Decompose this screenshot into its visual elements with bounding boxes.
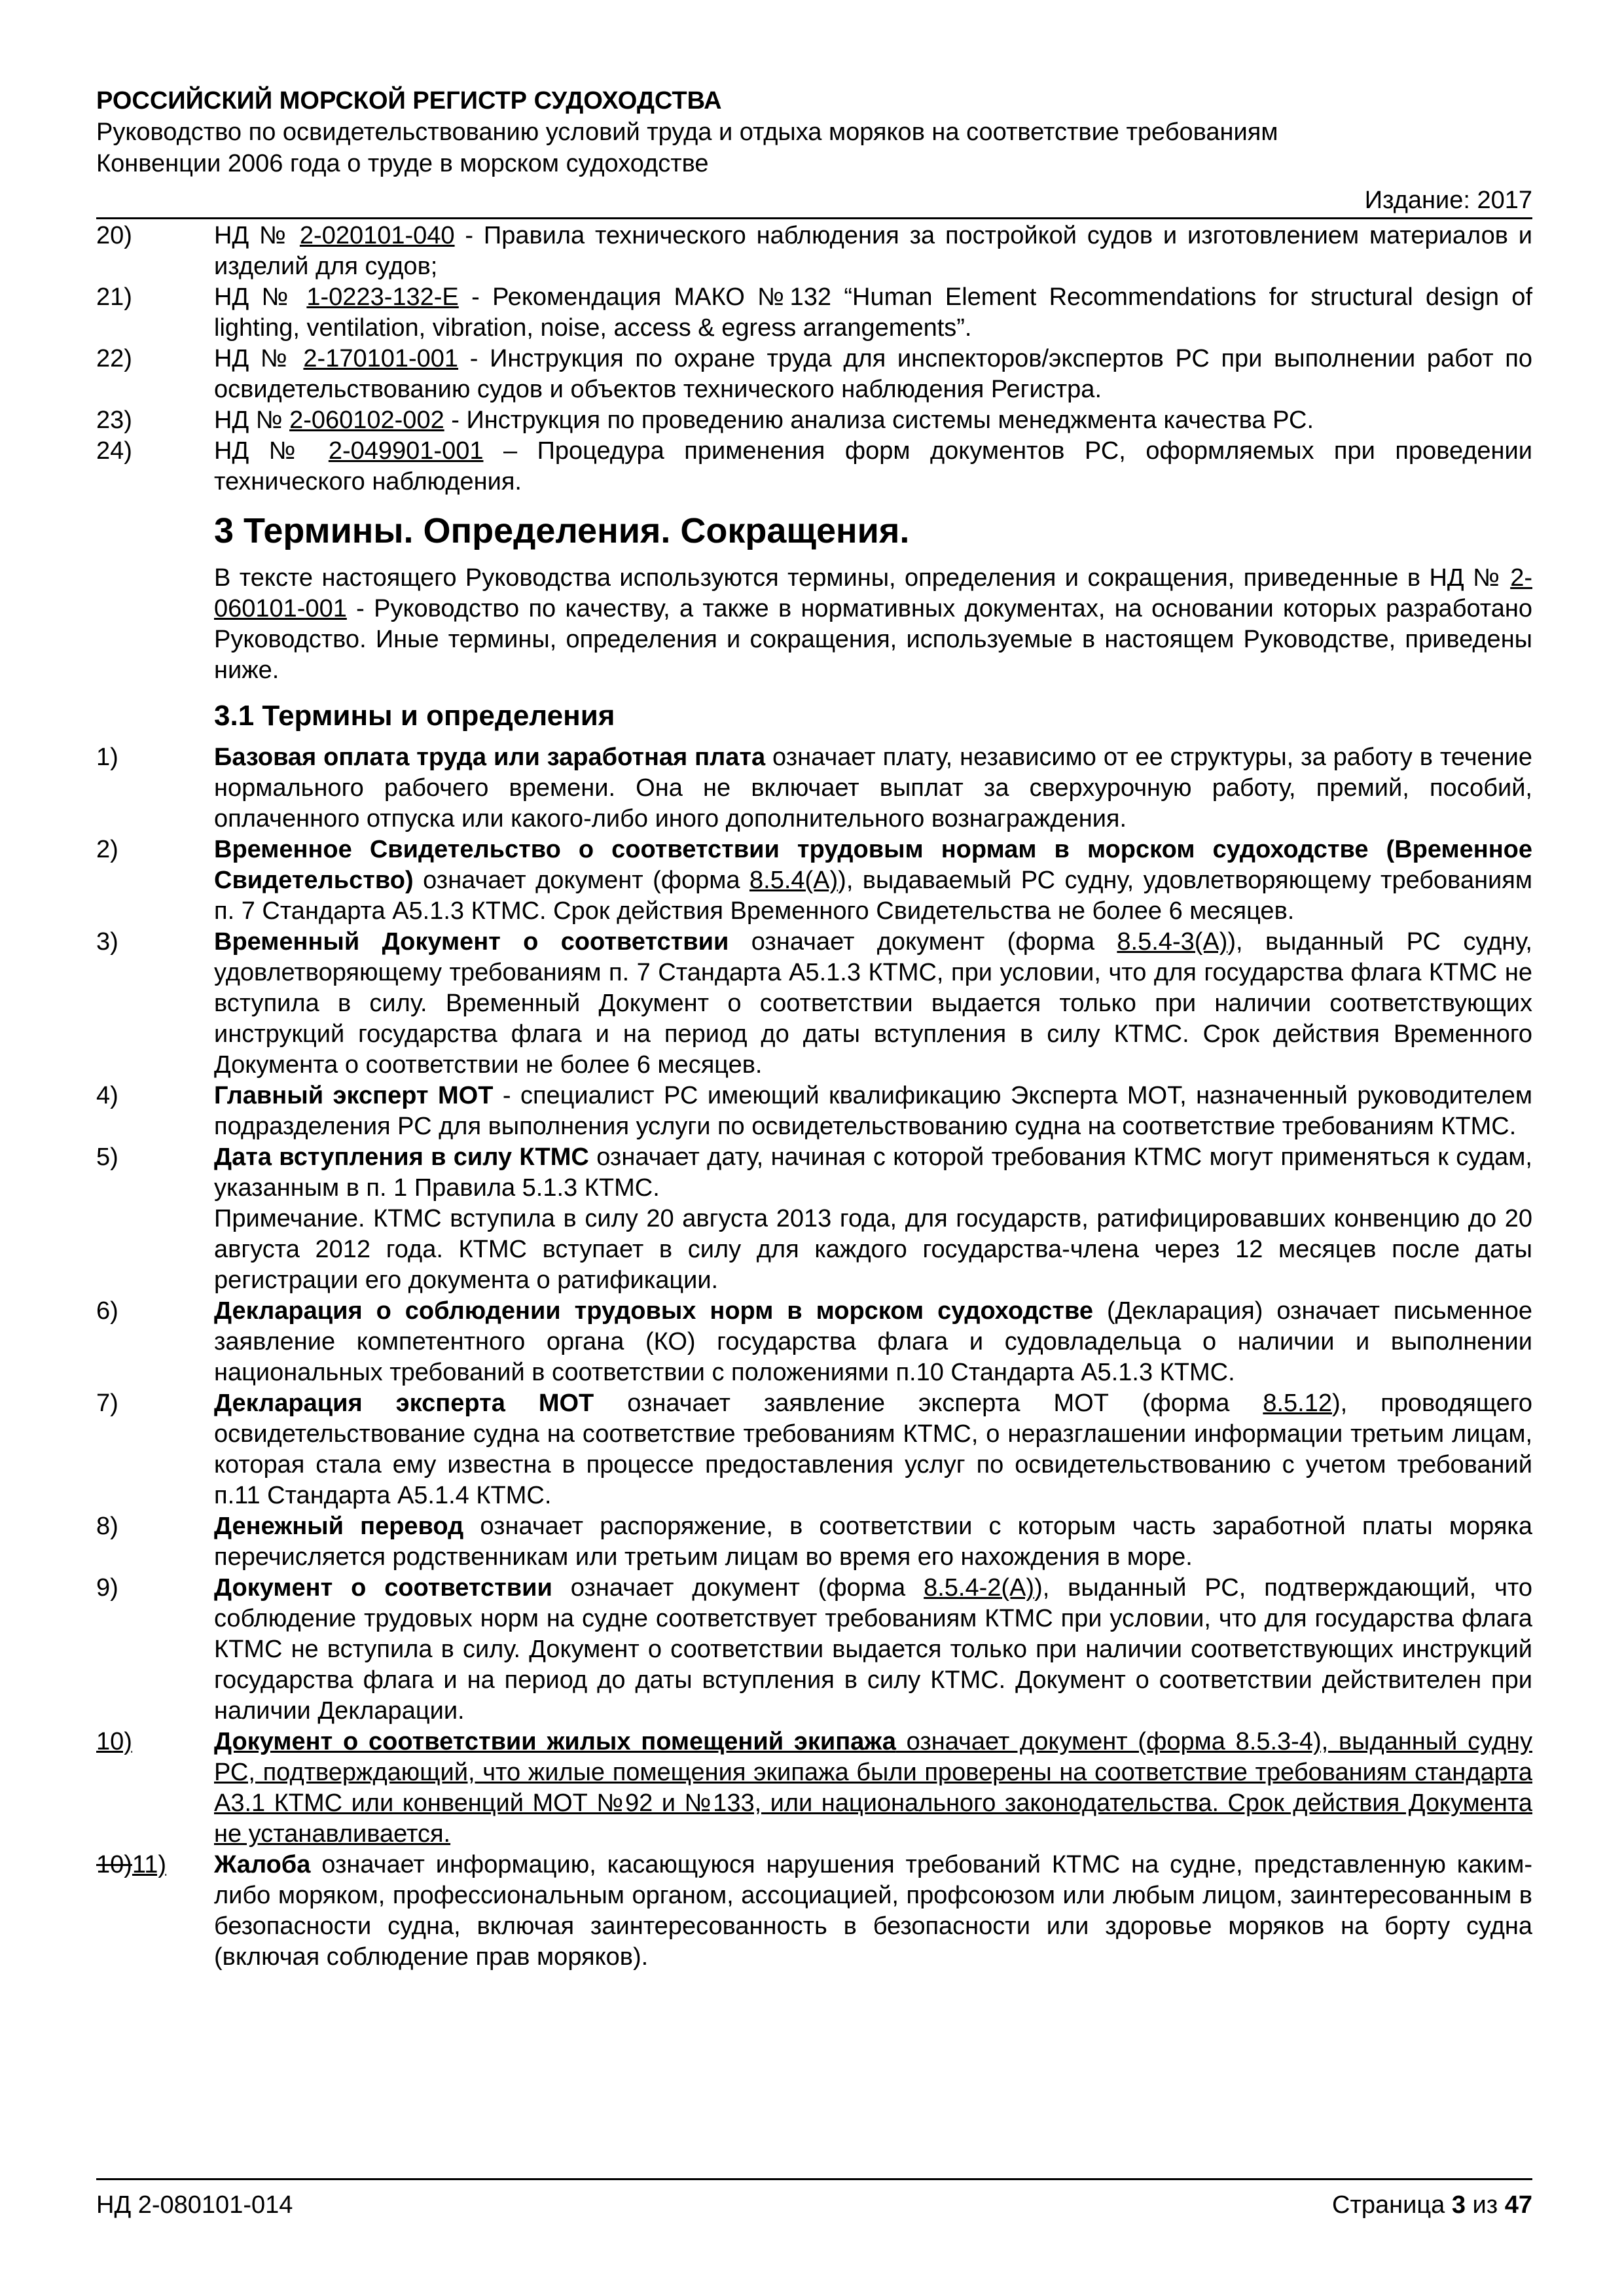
term-item: 3) Временный Документ о соответствии означает документ (форма 8.5.4-3(A)), выданный РС судну, удовлетворяющему требованиям п. 7 Стандарта А5.1.3 КТМС, при условии, что для государства флага КТМС не вступила в силу. Временный Документ о соответствии выдается только при наличии соответствующих инструкций государства флага и на период до даты вступления в силу КТМС. Срок действия Временного Документа о соответствии не более 6 месяцев. (96, 928, 1532, 1079)
term-name: Жалоба (214, 1851, 311, 1878)
term-name: Декларация о соблюдении трудовых норм в морском судоходстве (214, 1297, 1094, 1325)
term-number: 6) (96, 1297, 118, 1325)
form-link[interactable]: 8.5.12 (1263, 1390, 1332, 1417)
page-number: Страница 3 из 47 (1332, 2191, 1532, 2219)
reference-code-link[interactable]: 2-020101-040 (299, 222, 455, 249)
footer-divider (96, 2178, 1532, 2180)
section-3-1-heading: 3.1 Термины и определения (214, 700, 615, 732)
reference-number: 22) (96, 345, 132, 372)
terms-list (96, 742, 1532, 1973)
term-item: 2) Временное Свидетельство о соответствии трудовым нормам в морском судоходстве (Временное Свидетельство) означает документ (форма 8.5.4(A)), выдаваемый РС судну, удовлетворяющему требованиям п. 7 Стандарта А5.1.3 КТМС. Срок действия Временного Свидетельства не более 6 месяцев. (96, 836, 1532, 925)
term-name: Денежный перевод (214, 1513, 464, 1540)
edition-label: Издание: 2017 (1364, 187, 1532, 214)
header-divider (96, 217, 1532, 219)
old-number: 10) (96, 1851, 132, 1878)
reference-item: 22) НД № 2-170101-001 - Инструкция по охране труда для инспекторов/экспертов РС при выполнении работ по освидетельствованию судов и объектов технического наблюдения Регистра. (96, 345, 1532, 403)
term-name: Документ о соответствии жилых помещений экипажа (214, 1728, 896, 1755)
term-number: 4) (96, 1082, 118, 1109)
term-name: Документ о соответствии (214, 1574, 552, 1602)
term-item-inserted: 10) Документ о соответствии жилых помещений экипажа означает документ (форма 8.5.3-4), выданный судну РС, подтверждающий, что жилые помещения экипажа были проверены на соответствие требованиям стандарта А3.1 КТМС или конвенций МОТ №92 и №133, или национального законодательства. Срок действия Документа не устанавливается. (96, 1728, 1532, 1848)
term-name: Временное Свидетельство о соответствии трудовым нормам в морском судоходстве (Временное Свидетельство) (214, 836, 1532, 894)
org-title: РОССИЙСКИЙ МОРСКОЙ РЕГИСТР СУДОХОДСТВА (96, 87, 722, 115)
new-number: 11) (132, 1851, 167, 1878)
term-number: 1) (96, 744, 118, 771)
term-item: 7) Декларация эксперта МОТ означает заявление эксперта МОТ (форма 8.5.12), проводящего освидетельствование судна на соответствие требованиям КТМС, о неразглашении информации третьим лицам, которая стала ему известна в процессе предоставления услуг по освидетельствованию с учетом требований п.11 Стандарта А5.1.4 КТМС. (96, 1390, 1532, 1509)
term-name: Декларация эксперта МОТ (214, 1390, 594, 1417)
reference-number: 21) (96, 283, 132, 311)
references-list (96, 221, 1532, 497)
term-name: Дата вступления в силу КТМС (214, 1143, 589, 1171)
term-name: Базовая оплата труда или заработная плата (214, 744, 766, 771)
term-number-revised (96, 1850, 208, 1880)
section-3-intro: В тексте настоящего Руководства используются термины, определения и сокращения, приведенные в НД № 2-060101-001 - Руководство по качеству, а также в нормативных документах, на основании которых разработано Руководство. Иные термины, определения и сокращения, используемые в настоящем Руководстве, приведены ниже. (214, 564, 1532, 684)
reference-item: 20) НД № 2-020101-040 - Правила технического наблюдения за постройкой судов и изготовлением материалов и изделий для судов; (96, 222, 1532, 280)
reference-code-link[interactable]: 2-170101-001 (303, 345, 459, 372)
quality-manual-link[interactable]: 2-060101-001 (214, 564, 1532, 622)
term-item: 8) Денежный перевод означает распоряжение, в соответствии с которым часть заработной платы моряка перечисляется родственникам или третьим лицам во время его нахождения в море. (96, 1513, 1533, 1571)
term-number: 2) (96, 836, 118, 863)
current-page: 3 (1451, 2191, 1466, 2219)
term-item: 1) Базовая оплата труда или заработная плата означает плату, независимо от ее структуры, за работу в течение нормального рабочего времени. Она не включает выплат за сверхурочную работу, премий, пособий, оплаченного отпуска или какого-либо иного дополнительного вознаграждения. (96, 744, 1532, 833)
form-link[interactable]: 8.5.4-3(A) (1117, 928, 1228, 956)
reference-number: 24) (96, 437, 132, 465)
form-link[interactable]: 8.5.4(A) (749, 867, 839, 894)
term-number: 9) (96, 1574, 118, 1602)
term-item: 4) Главный эксперт МОТ - специалист РС имеющий квалификацию Эксперта МОТ, назначенный руководителем подразделения РС для выполнения услуги по освидетельствованию судна на соответствие требованиям КТМС. (96, 1082, 1532, 1140)
section-3-heading: 3 Термины. Определения. Сокращения. (214, 511, 910, 550)
term-number: 10) (96, 1728, 132, 1755)
reference-code-link[interactable]: 2-049901-001 (328, 437, 484, 465)
document-page (96, 85, 1532, 1973)
reference-number: 20) (96, 222, 132, 249)
reference-item: 24) НД № 2-049901-001 – Процедура применения форм документов РС, оформляемых при проведении технического наблюдения. (96, 437, 1532, 495)
term-item: 9) Документ о соответствии означает документ (форма 8.5.4-2(A)), выданный РС, подтверждающий, что соблюдение трудовых норм на судне соответствует требованиям КТМС при условии, что для государства флага КТМС не вступила в силу. Документ о соответствии выдается только при наличии соответствующих инструкций государства флага и на период до даты вступления в силу КТМС. Документ о соответствии действителен при наличии Декларации. (96, 1574, 1532, 1725)
term-note: Примечание. КТМС вступила в силу 20 августа 2013 года, для государств, ратифицировавших конвенцию до 20 августа 2012 года. КТМС вступает в силу для каждого государства-члена через 12 месяцев после даты регистрации его документа о ратификации. (214, 1205, 1532, 1294)
term-number: 7) (96, 1390, 118, 1417)
total-pages: 47 (1504, 2191, 1532, 2219)
term-name: Главный эксперт МОТ (214, 1082, 494, 1109)
reference-number: 23) (96, 406, 132, 434)
form-link[interactable]: 8.5.4-2(A) (924, 1574, 1035, 1602)
term-number: 3) (96, 928, 118, 956)
footer-doc-id: НД 2-080101-014 (96, 2191, 293, 2219)
reference-code-link[interactable]: 1-0223-132-E (306, 283, 459, 311)
term-item: 5) Дата вступления в силу КТМС означает дату, начиная с которой требования КТМС могут применяться к судам, указанным в п. 1 Правила 5.1.3 КТМС. Примечание. КТМС вступила в силу 20 августа 2013 года, для государств, ратифицировавших конвенцию до 20 августа 2012 года. КТМС вступает в силу для каждого государства-члена через 12 месяцев после даты регистрации его документа о ратификации. (96, 1142, 1532, 1296)
reference-item: 23) НД № 2-060102-002 - Инструкция по проведению анализа системы менеджмента качества РС. (96, 405, 1532, 436)
reference-item: 21) НД № 1-0223-132-E - Рекомендация МАКО №132 “Human Element Recommendations for structural design of lighting, ventilation, vibration, noise, access & egress arrangements”. (96, 283, 1532, 342)
term-number: 8) (96, 1513, 118, 1540)
term-item: 10)11) Жалоба означает информацию, касающуюся нарушения требований КТМС на судне, представленную каким-либо моряком, профессиональным органом, ассоциацией, профсоюзом или любым лицом, заинтересованным в безопасности судна, включая заинтересованность в безопасности или здоровье моряков на борту судна (включая соблюдение прав моряков). (96, 1851, 1532, 1971)
term-number: 5) (96, 1143, 118, 1171)
term-item: 6) Декларация о соблюдении трудовых норм в морском судоходстве (Декларация) означает письменное заявление компетентного органа (КО) государства флага и судовладельца о наличии и выполнении национальных требований в соответствии с положениями п.10 Стандарта А5.1.3 КТМС. (96, 1297, 1532, 1386)
reference-code-link[interactable]: 2-060102-002 (289, 406, 444, 434)
document-subtitle-line1: Руководство по освидетельствованию условий труда и отдыха моряков на соответствие требованиям (96, 118, 1278, 146)
term-name: Временный Документ о соответствии (214, 928, 729, 956)
document-subtitle-line2: Конвенции 2006 года о труде в морском судоходстве (96, 150, 709, 177)
